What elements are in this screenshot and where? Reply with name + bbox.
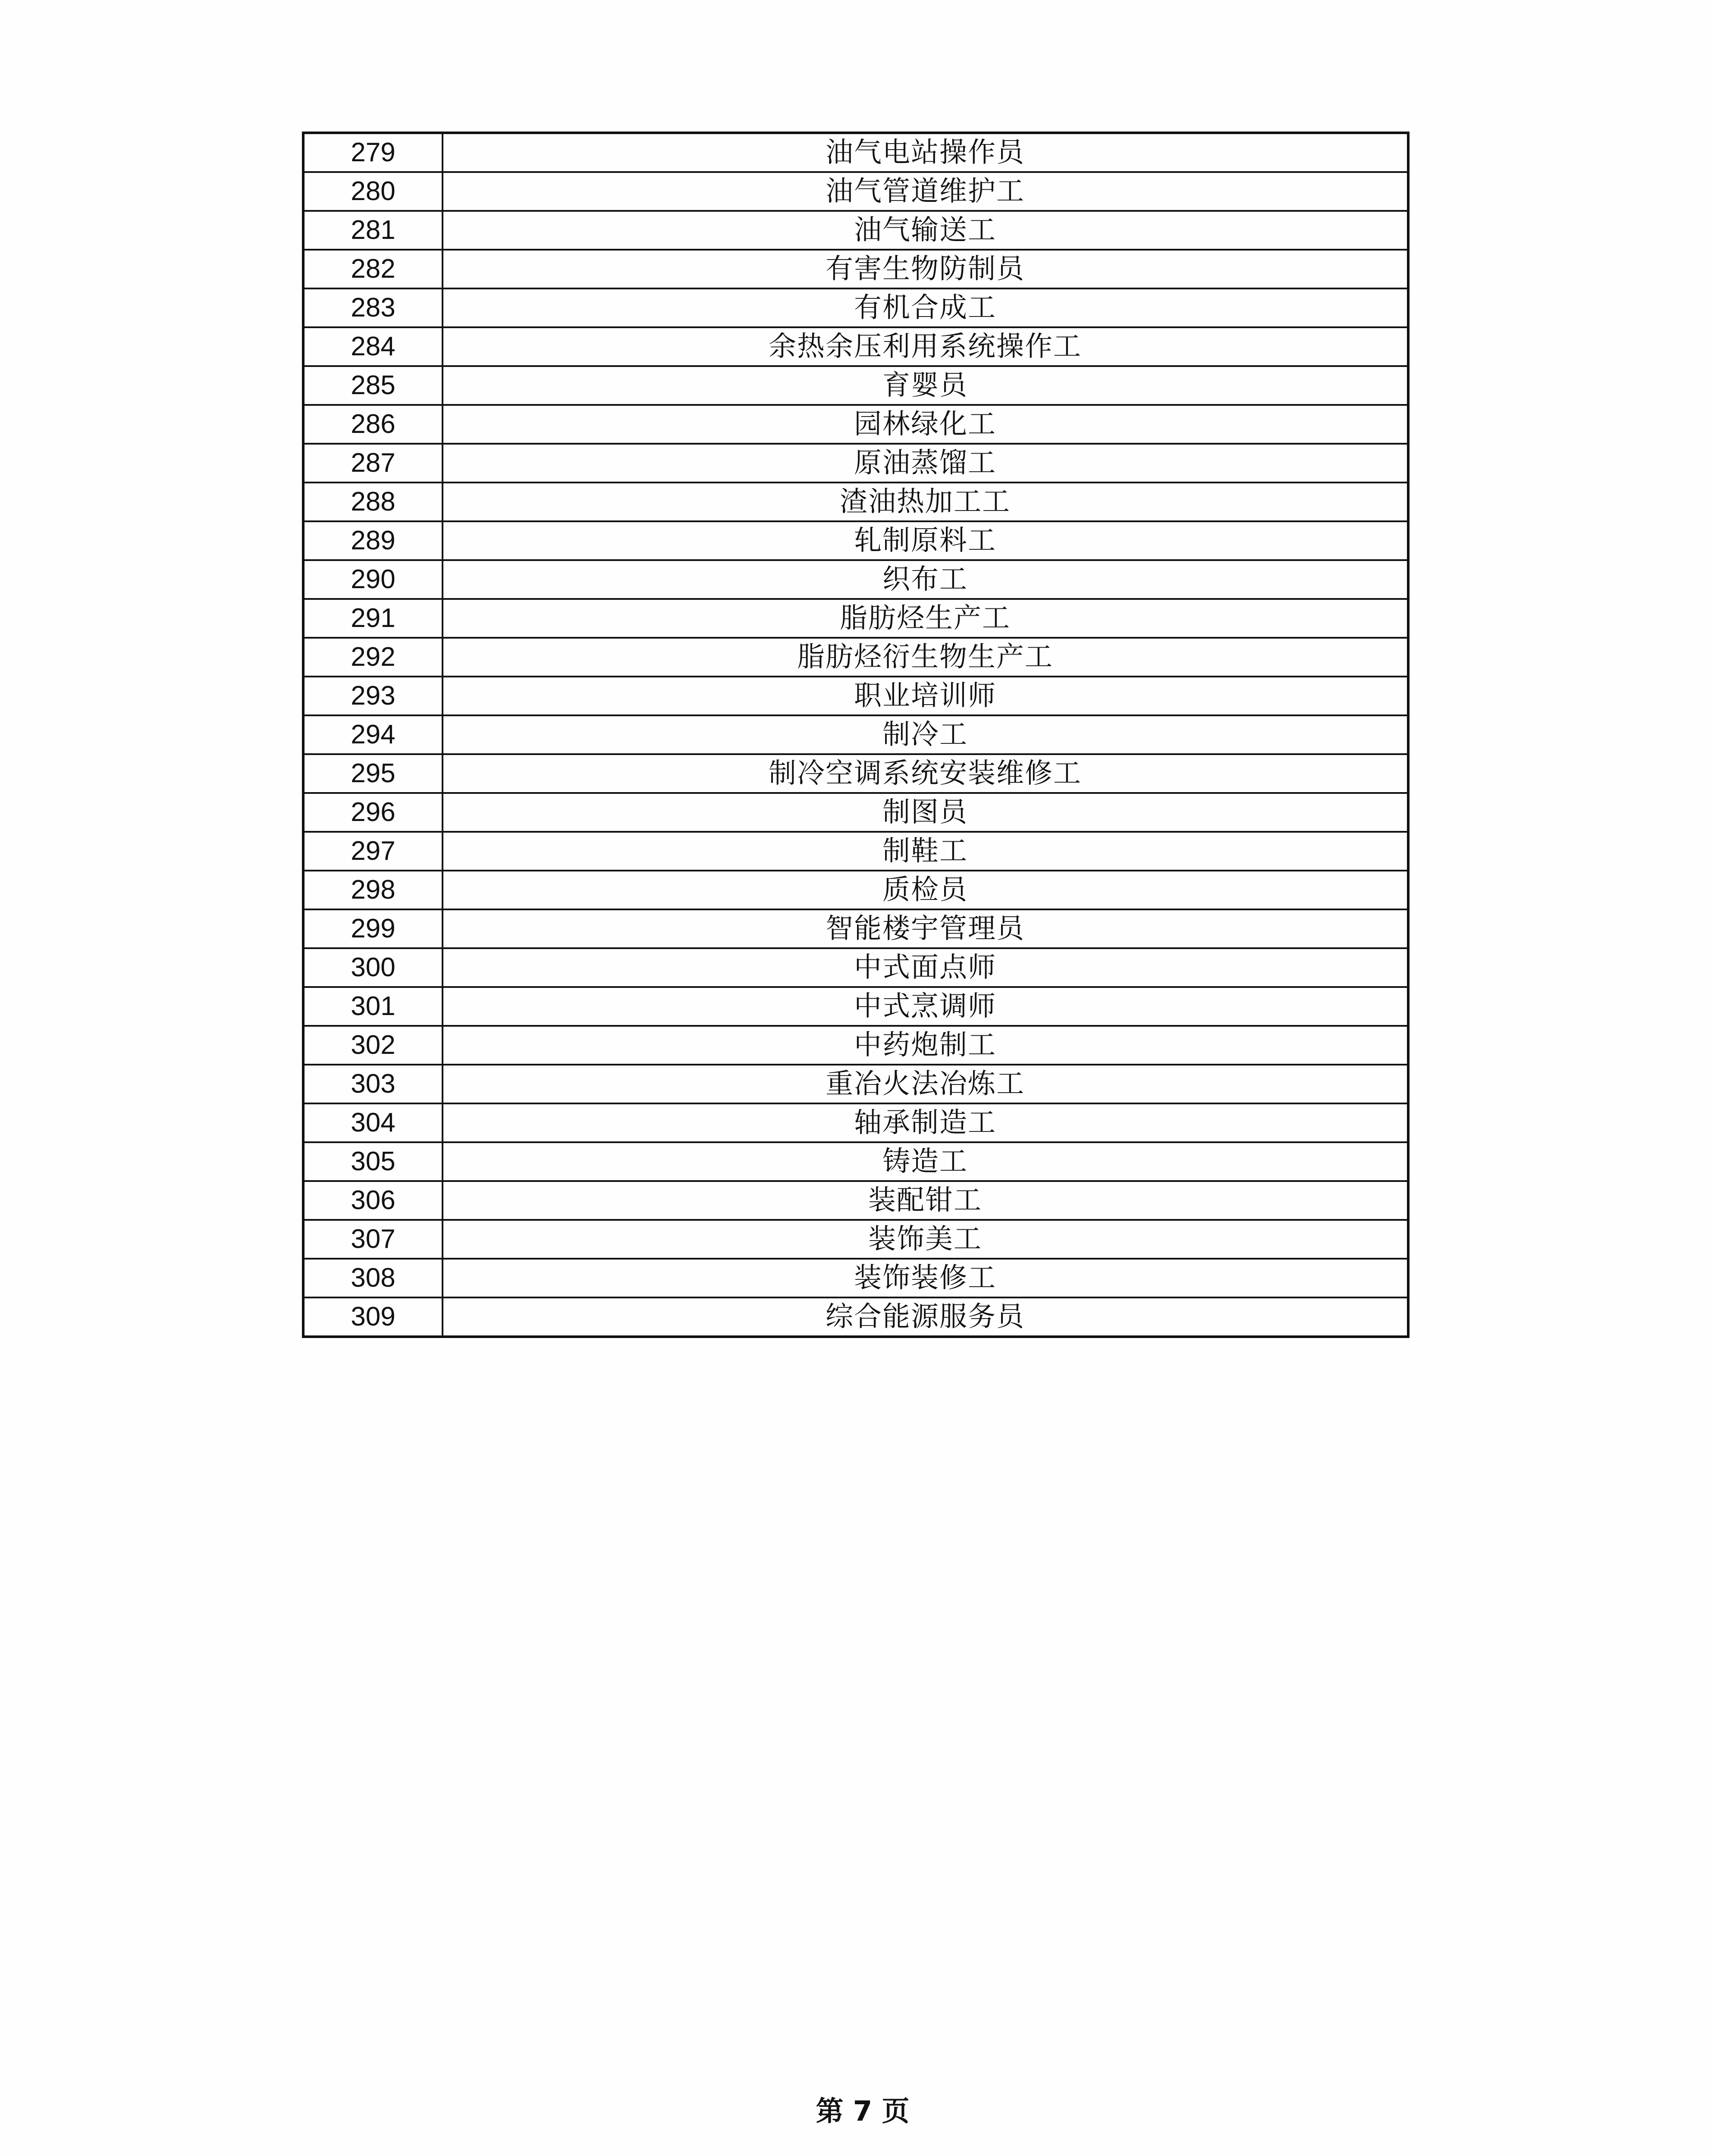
occupation-name: 制冷工 — [443, 715, 1408, 754]
table-row — [303, 133, 1408, 172]
row-number: 279 — [303, 133, 443, 172]
row-number: 301 — [303, 987, 443, 1026]
occupation-name: 中式烹调师 — [443, 987, 1408, 1026]
table-row — [303, 1259, 1408, 1297]
row-number: 295 — [303, 754, 443, 793]
row-number: 302 — [303, 1026, 443, 1065]
table-row — [303, 871, 1408, 909]
table-row — [303, 909, 1408, 948]
row-number: 284 — [303, 327, 443, 366]
table-row — [303, 1142, 1408, 1181]
occupation-name: 余热余压利用系统操作工 — [443, 327, 1408, 366]
row-number: 288 — [303, 483, 443, 521]
row-number: 309 — [303, 1297, 443, 1337]
row-number: 287 — [303, 444, 443, 483]
table-row — [303, 327, 1408, 366]
row-number: 289 — [303, 521, 443, 560]
table-row — [303, 754, 1408, 793]
occupation-name: 渣油热加工工 — [443, 483, 1408, 521]
row-number: 282 — [303, 250, 443, 288]
table-row — [303, 250, 1408, 288]
row-number: 292 — [303, 638, 443, 677]
table-row — [303, 638, 1408, 677]
page-number: 第 7 页 — [816, 2096, 910, 2128]
row-number: 300 — [303, 948, 443, 987]
row-number: 307 — [303, 1220, 443, 1259]
row-number: 290 — [303, 560, 443, 599]
row-number: 308 — [303, 1259, 443, 1297]
occupation-name: 脂肪烃衍生物生产工 — [443, 638, 1408, 677]
table-row — [303, 444, 1408, 483]
table-row — [303, 483, 1408, 521]
table-row — [303, 1181, 1408, 1220]
table-row — [303, 987, 1408, 1026]
occupation-name: 质检员 — [443, 871, 1408, 909]
occupation-name: 油气电站操作员 — [443, 133, 1408, 172]
occupation-name: 职业培训师 — [443, 677, 1408, 715]
row-number: 291 — [303, 599, 443, 638]
row-number: 306 — [303, 1181, 443, 1220]
occupation-name: 制冷空调系统安装维修工 — [443, 754, 1408, 793]
row-number: 280 — [303, 172, 443, 211]
occupation-name: 中式面点师 — [443, 948, 1408, 987]
table-row — [303, 405, 1408, 444]
row-number: 304 — [303, 1103, 443, 1142]
table-row — [303, 599, 1408, 638]
row-number: 296 — [303, 793, 443, 832]
table-row — [303, 677, 1408, 715]
occupation-table — [302, 132, 1410, 1338]
table-body — [303, 133, 1408, 1337]
row-number: 303 — [303, 1065, 443, 1103]
table-row — [303, 1297, 1408, 1337]
table-row — [303, 1103, 1408, 1142]
occupation-name: 有害生物防制员 — [443, 250, 1408, 288]
table-row — [303, 1026, 1408, 1065]
table-row — [303, 793, 1408, 832]
occupation-name: 轴承制造工 — [443, 1103, 1408, 1142]
occupation-name: 织布工 — [443, 560, 1408, 599]
table-row — [303, 560, 1408, 599]
occupation-name: 重冶火法冶炼工 — [443, 1065, 1408, 1103]
row-number: 305 — [303, 1142, 443, 1181]
table-row — [303, 172, 1408, 211]
occupation-name: 装饰美工 — [443, 1220, 1408, 1259]
occupation-name: 装配钳工 — [443, 1181, 1408, 1220]
occupation-name: 综合能源服务员 — [443, 1297, 1408, 1337]
occupation-name: 油气输送工 — [443, 211, 1408, 250]
table-row — [303, 948, 1408, 987]
row-number: 285 — [303, 366, 443, 405]
row-number: 298 — [303, 871, 443, 909]
table-row — [303, 832, 1408, 871]
row-number: 281 — [303, 211, 443, 250]
occupation-name: 智能楼宇管理员 — [443, 909, 1408, 948]
occupation-name: 装饰装修工 — [443, 1259, 1408, 1297]
occupation-name: 轧制原料工 — [443, 521, 1408, 560]
occupation-name: 脂肪烃生产工 — [443, 599, 1408, 638]
occupation-name: 园林绿化工 — [443, 405, 1408, 444]
table-row — [303, 366, 1408, 405]
occupation-name: 中药炮制工 — [443, 1026, 1408, 1065]
occupation-name: 育婴员 — [443, 366, 1408, 405]
occupation-name: 制鞋工 — [443, 832, 1408, 871]
row-number: 283 — [303, 288, 443, 327]
row-number: 297 — [303, 832, 443, 871]
table-row — [303, 715, 1408, 754]
row-number: 294 — [303, 715, 443, 754]
table-row — [303, 288, 1408, 327]
occupation-name: 有机合成工 — [443, 288, 1408, 327]
table-row — [303, 1065, 1408, 1103]
occupation-name: 铸造工 — [443, 1142, 1408, 1181]
occupation-name: 油气管道维护工 — [443, 172, 1408, 211]
table-row — [303, 211, 1408, 250]
row-number: 286 — [303, 405, 443, 444]
row-number: 293 — [303, 677, 443, 715]
table-row — [303, 1220, 1408, 1259]
row-number: 299 — [303, 909, 443, 948]
occupation-name: 原油蒸馏工 — [443, 444, 1408, 483]
occupation-name: 制图员 — [443, 793, 1408, 832]
table-row — [303, 521, 1408, 560]
